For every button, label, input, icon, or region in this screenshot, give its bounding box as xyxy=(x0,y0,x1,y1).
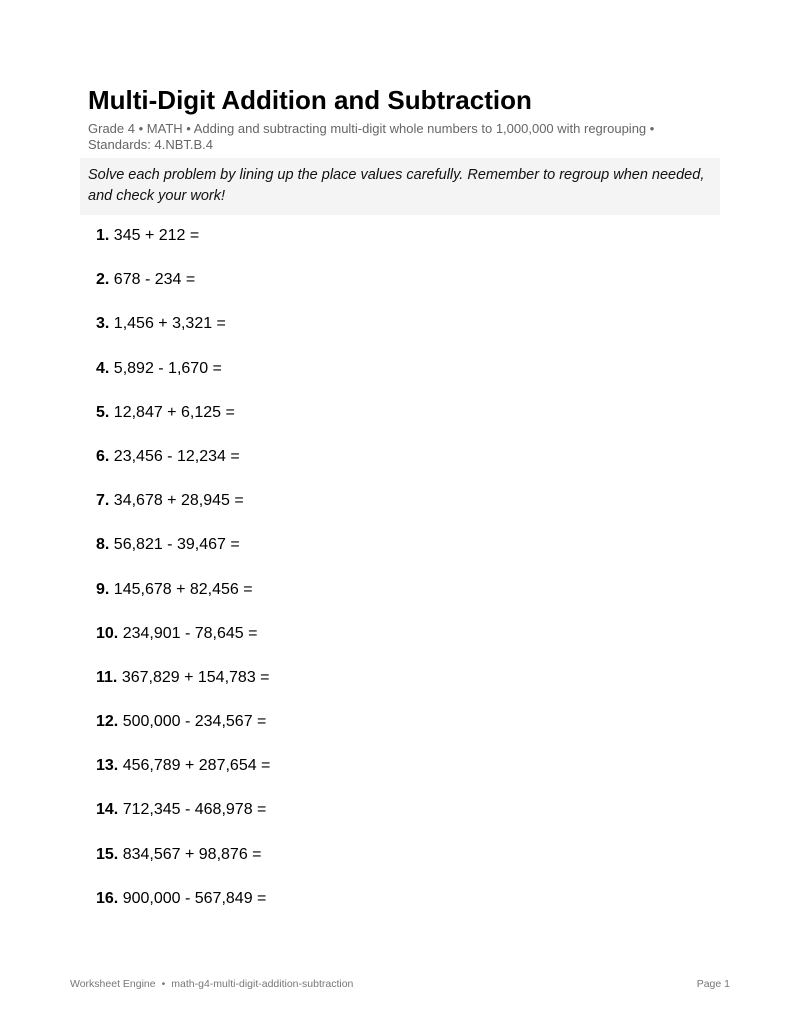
instructions-box: Solve each problem by lining up the place values carefully. Remember to regroup when needed, and check your work! xyxy=(80,158,720,215)
problem-expression: 5,892 - 1,670 = xyxy=(113,359,222,377)
problem-number: 4. xyxy=(96,359,110,377)
problem-item xyxy=(96,756,696,800)
problem-number: 9. xyxy=(96,580,110,598)
problem-item xyxy=(96,668,696,712)
problem-item xyxy=(96,889,696,933)
meta-separator: • xyxy=(186,121,191,136)
problem-number: 6. xyxy=(96,447,110,465)
problem-number: 11. xyxy=(96,668,118,686)
problem-number: 5. xyxy=(96,403,110,421)
worksheet-meta xyxy=(88,121,688,153)
problem-number: 7. xyxy=(96,492,110,510)
meta-separator: • xyxy=(649,121,655,136)
problem-number: 16. xyxy=(96,889,119,907)
problem-number: 8. xyxy=(96,536,110,554)
footer-slug: math-g4-multi-digit-addition-subtraction xyxy=(171,978,354,990)
worksheet-title: Multi-Digit Addition and Subtraction xyxy=(88,85,532,115)
problem-expression: 234,901 - 78,645 = xyxy=(122,624,258,642)
problem-expression: 712,345 - 468,978 = xyxy=(122,801,267,819)
problem-item xyxy=(96,712,696,756)
problem-expression: 500,000 - 234,567 = xyxy=(122,713,267,731)
problem-number: 1. xyxy=(96,227,110,244)
problem-item xyxy=(96,800,696,844)
problem-number: 3. xyxy=(96,315,110,333)
problem-number: 14. xyxy=(96,801,119,819)
problem-item xyxy=(96,624,696,668)
footer-page-number: Page 1 xyxy=(696,978,730,990)
meta-description: Adding and subtracting multi-digit whole numbers to 1,000,000 with regrouping xyxy=(193,121,647,136)
problem-expression: 145,678 + 82,456 = xyxy=(113,580,253,598)
problem-item xyxy=(96,403,696,447)
problem-expression: 34,678 + 28,945 = xyxy=(113,492,244,510)
meta-standards: Standards: 4.NBT.B.4 xyxy=(88,137,214,152)
problem-item xyxy=(96,314,696,358)
footer-left xyxy=(70,978,353,990)
problem-expression: 1,456 + 3,321 = xyxy=(113,315,226,333)
problem-expression: 345 + 212 = xyxy=(113,227,200,244)
meta-separator: • xyxy=(138,121,144,136)
problem-item xyxy=(96,491,696,535)
problem-number: 13. xyxy=(96,757,119,775)
problem-expression: 23,456 - 12,234 = xyxy=(113,447,240,465)
problem-item xyxy=(96,535,696,579)
problem-expression: 678 - 234 = xyxy=(113,271,196,289)
problem-expression: 834,567 + 98,876 = xyxy=(122,845,262,863)
problem-expression: 900,000 - 567,849 = xyxy=(122,889,267,907)
problem-expression: 12,847 + 6,125 = xyxy=(113,403,235,421)
problem-number: 12. xyxy=(96,713,119,731)
meta-subject: MATH xyxy=(146,121,183,136)
problem-item xyxy=(96,580,696,624)
footer-separator: • xyxy=(161,978,166,990)
problem-item xyxy=(96,845,696,889)
problem-item xyxy=(96,226,696,270)
problem-number: 2. xyxy=(96,271,110,289)
problem-list xyxy=(96,226,696,933)
problem-number: 10. xyxy=(96,624,119,642)
problem-expression: 56,821 - 39,467 = xyxy=(113,536,240,554)
problem-item xyxy=(96,270,696,314)
problem-item xyxy=(96,359,696,403)
problem-expression: 456,789 + 287,654 = xyxy=(122,757,271,775)
problem-expression: 367,829 + 154,783 = xyxy=(121,668,270,686)
problem-number: 15. xyxy=(96,845,119,863)
problem-item xyxy=(96,447,696,491)
footer-engine: Worksheet Engine xyxy=(70,978,156,990)
meta-grade: Grade 4 xyxy=(88,121,135,136)
